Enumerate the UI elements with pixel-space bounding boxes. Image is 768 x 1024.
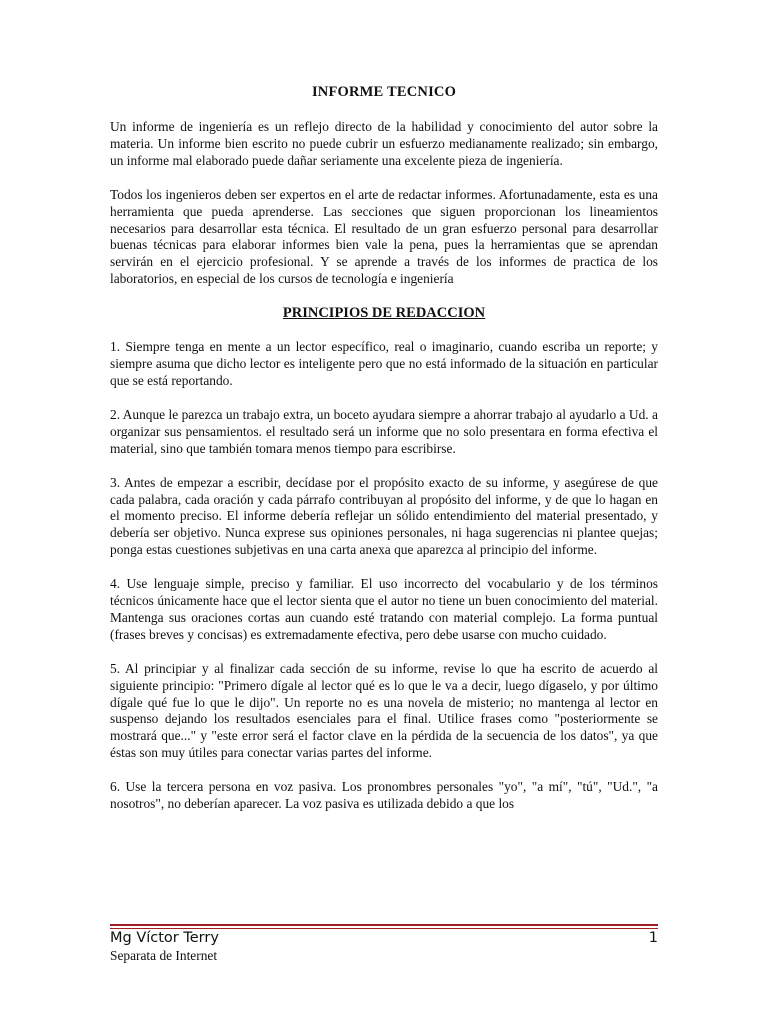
footer-page-number: 1 [648,930,658,946]
principle-1: 1. Siempre tenga en mente a un lector específico, real o imaginario, cuando escriba un reporte; y siempre asuma que dicho lector es inteligente pero que no está informado de la situación en particular que se está reportando. [110,339,658,388]
footer-divider-thin [110,928,658,929]
intro-paragraph-2: Todos los ingenieros deben ser expertos en el arte de redactar informes. Afortunadamente, esta es una herramienta que pueda aprenderse. Las secciones que siguen proporcionan los lineamientos necesarios para desarrollar esta técnica. El resultado de un gran esfuerzo personal para desarrollar buenas técnicas para elaborar informes bien vale la pena, pues la herramientas que se aprendan servirán en el ejercicio profesional. Y se aprende a través de los informes de practica de los laboratorios, en especial de los cursos de tecnología e ingeniería [110,186,658,287]
principle-6: 6. Use la tercera persona en voz pasiva. Los pronombres personales "yo", "a mí", "tú", "Ud.", "a nosotros", no deberían aparecer. La voz pasiva es utilizada debido a que los [110,779,658,812]
footer-source: Separata de Internet [110,948,218,963]
principle-3: 3. Antes de empezar a escribir, decídase por el propósito exacto de su informe, y asegúrese de que cada palabra, cada oración y cada párrafo contribuyan al propósito del informe, y de que lo hagan en el momento preciso. El informe debería reflejar un sólido entendimiento del material presentado, y debería ser objetivo. Nunca exprese sus opiniones personales, ni haga sugerencias ni plantee quejas; ponga estas cuestiones subjetivas en una carta anexa que aparezca al principio del informe. [110,474,658,558]
document-title: INFORME TECNICO [311,84,457,100]
section-heading: PRINCIPIOS DE REDACCION [282,305,486,322]
document-page [110,84,658,830]
footer-divider [110,924,658,926]
principle-2: 2. Aunque le parezca un trabajo extra, un boceto ayudara siempre a ahorrar trabajo al ayudarlo a Ud. a organizar sus pensamientos. el resultado será un informe que no solo presentara en forma efectiva el material, sino que también tomara menos tiempo para escribirse. [110,406,658,456]
principle-4: 4. Use lenguaje simple, preciso y familiar. El uso incorrecto del vocabulario y de los términos técnicos únicamente hace que el lector sienta que el autor no tiene un buen conocimiento del material. Mantenga sus oraciones cortas aun cuando esté tratando con material complejo. La forma puntual (frases breves y concisas) es extremadamente efectiva, pero debe usarse con mucho cuidado. [110,576,658,642]
footer-author: Mg Víctor Terry [110,930,219,946]
intro-paragraph-1: Un informe de ingeniería es un reflejo directo de la habilidad y conocimiento del autor sobre la materia. Un informe bien escrito no puede cubrir un esfuerzo medianamente realizado; sin embargo, un informe mal elaborado puede dañar seriamente una excelente pieza de ingeniería. [110,119,658,168]
principle-5: 5. Al principiar y al finalizar cada sección de su informe, revise lo que ha escrito de acuerdo al siguiente principio: "Primero dígale al lector qué es lo que le va a decir, luego dígaselo, y por último dígale qué fue lo que le dijo". Un reporte no es una novela de misterio; no mantenga al lector en suspenso dejando los resultados esenciales para el final. Utilice frases como "posteriormente se mostrará que..." y "este error será el factor clave en la pérdida de la secuencia de los datos", ya que éstas son muy útiles para conectar varias partes del informe. [110,660,658,761]
